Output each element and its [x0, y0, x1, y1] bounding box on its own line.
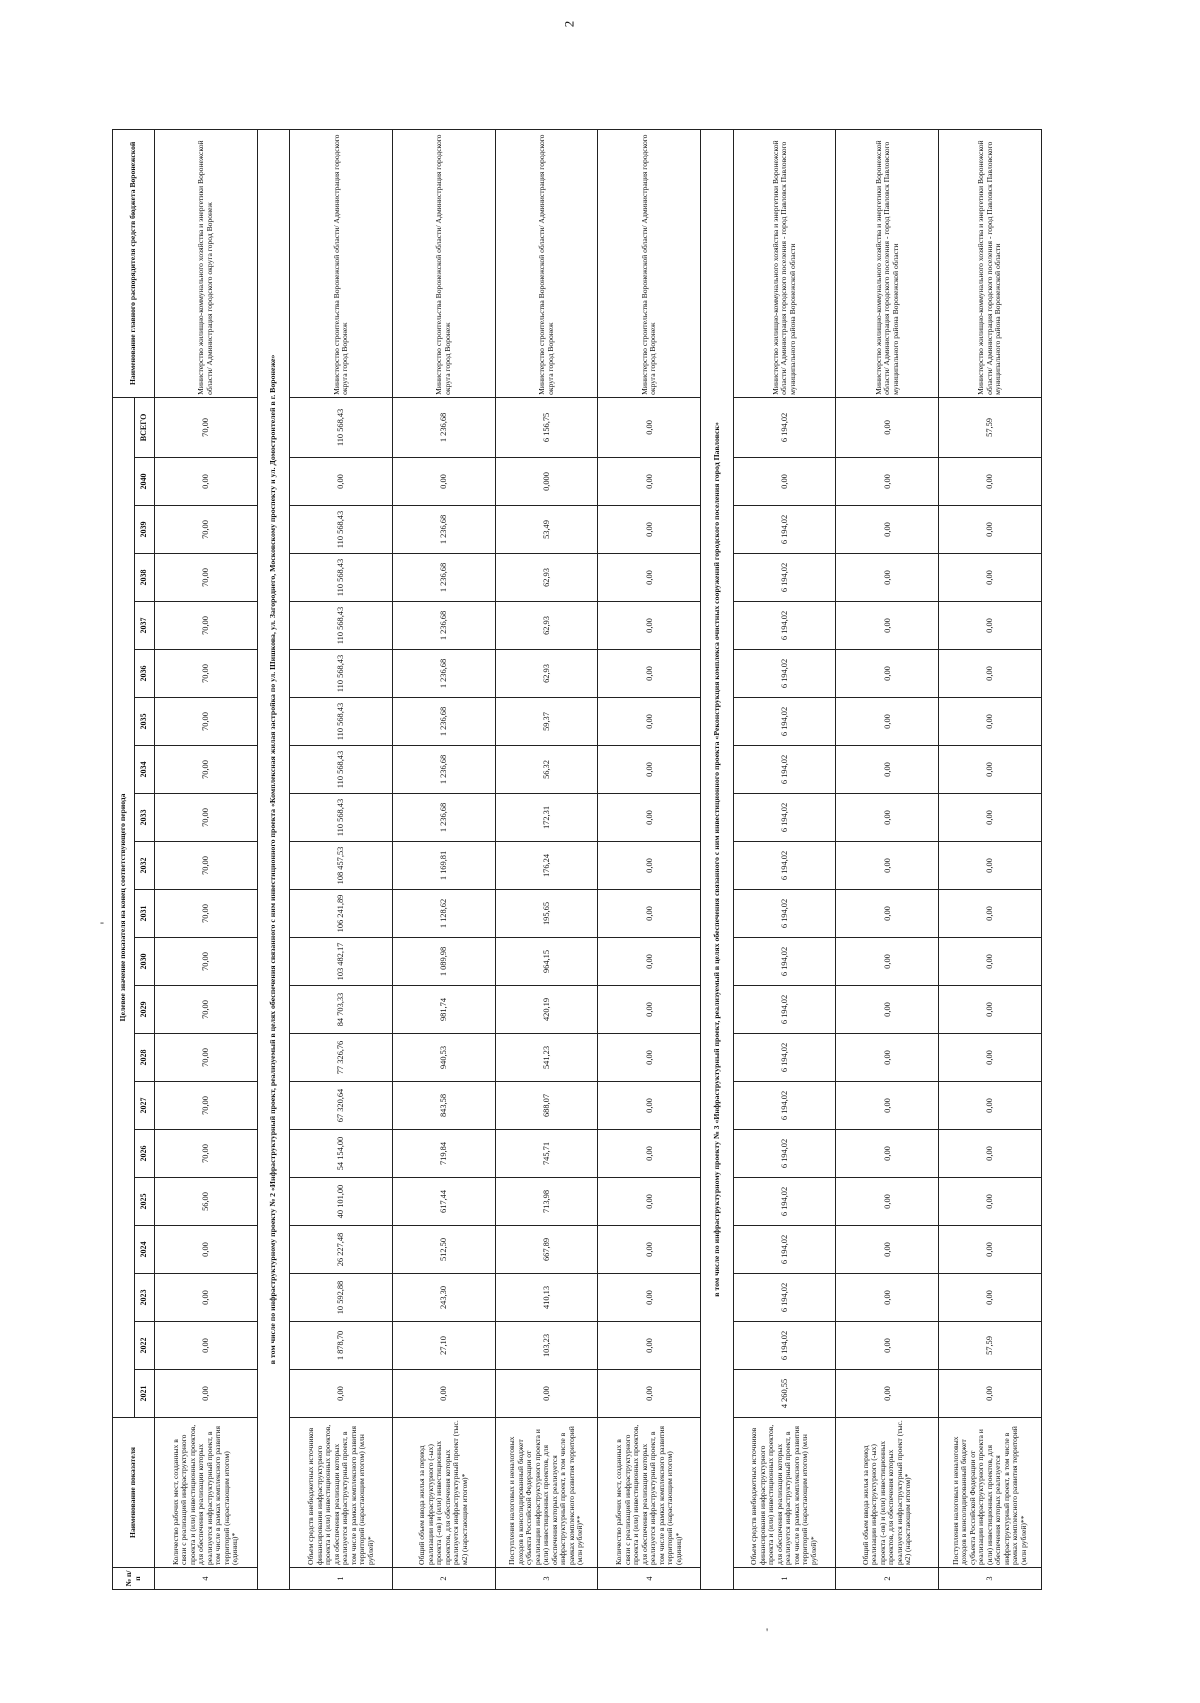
year-value-cell: 0,00: [836, 698, 939, 746]
year-value-cell: 0,00: [836, 458, 939, 506]
year-value-cell: 4 260,55: [733, 1370, 836, 1418]
year-value-cell: 0,00: [598, 986, 701, 1034]
indicator-name: Количество рабочих мест, созданных в связи с реализацией инфраструктурного проекта и (или) инвестиционных проектов, для обеспечения реализации которых реализуется инфраструктурный проект, в том числе в рамках комплексного развития территорий (нарастающим итогом) (единиц)*: [155, 1418, 258, 1568]
table-body: [155, 129, 1042, 1589]
year-value-cell: 6 194,02: [733, 554, 836, 602]
year-value-cell: 110 568,43: [290, 602, 393, 650]
year-value-cell: 53,49: [495, 506, 598, 554]
indicator-name: Общий объем ввода жилья за период реализации инфраструктурного (-ых) проекта (-ов) и (или) инвестиционных проектов, для обеспечения которых реализуется инфраструктурный проект (тыс. м2) (нарастающим итогом)*: [392, 1418, 495, 1568]
year-header: 2028: [135, 1034, 155, 1082]
indicator-name: Количество рабочих мест, созданных в связи с реализацией инфраструктурного проекта и (или) инвестиционных проектов, для обеспечения реализации которых реализуется инфраструктурный проект, в том числе в рамках комплексного развития территорий (нарастающим итогом) (единиц)*: [598, 1418, 701, 1568]
year-header: 2022: [135, 1322, 155, 1370]
year-value-cell: 1 236,68: [392, 794, 495, 842]
table-row: [939, 129, 1042, 1589]
year-value-cell: 62,93: [495, 602, 598, 650]
year-value-cell: 67 320,64: [290, 1082, 393, 1130]
year-value-cell: 981,74: [392, 986, 495, 1034]
year-value-cell: 70,00: [155, 986, 258, 1034]
year-value-cell: 0,00: [836, 890, 939, 938]
total-cell: 110 568,43: [290, 397, 393, 457]
year-value-cell: 103,23: [495, 1322, 598, 1370]
year-value-cell: 1 236,68: [392, 506, 495, 554]
year-value-cell: 106 241,89: [290, 890, 393, 938]
year-value-cell: 0,00: [836, 650, 939, 698]
indicator-name: Общий объем ввода жилья за период реализации инфраструктурного (-ых) проекта (-ов) и (или) инвестиционных проектов, для обеспечения которых реализуется инфраструктурный проект (тыс. м2) (нарастающим итогом)*: [836, 1418, 939, 1568]
year-value-cell: 745,71: [495, 1130, 598, 1178]
year-value-cell: 0,00: [598, 1178, 701, 1226]
row-number: 2: [836, 1568, 939, 1590]
year-value-cell: 0,00: [598, 938, 701, 986]
year-value-cell: 1 236,68: [392, 746, 495, 794]
year-value-cell: 1 169,81: [392, 842, 495, 890]
responsible-cell: Министерство строительства Воронежской области/ Администрация городского округа город Воронеж: [392, 129, 495, 397]
year-value-cell: 1 236,68: [392, 698, 495, 746]
year-value-cell: 6 194,02: [733, 650, 836, 698]
year-value-cell: 0,00: [939, 1034, 1042, 1082]
year-header: 2034: [135, 746, 155, 794]
year-value-cell: 27,10: [392, 1322, 495, 1370]
year-value-cell: 0,00: [939, 1130, 1042, 1178]
row-number: 4: [598, 1568, 701, 1590]
year-value-cell: 0,00: [939, 1370, 1042, 1418]
section-row: [701, 129, 733, 1589]
responsible-cell: Министерство жилищно-коммунального хозяйства и энергетики Воронежской области/ Администрация городского поселения - город Павловск Павловского муниципального района Воронежской области: [733, 129, 836, 397]
year-header: 2033: [135, 794, 155, 842]
year-value-cell: 0,00: [598, 1034, 701, 1082]
year-value-cell: 26 227,48: [290, 1226, 393, 1274]
year-value-cell: 84 703,33: [290, 986, 393, 1034]
year-value-cell: 0,00: [939, 458, 1042, 506]
year-value-cell: 0,000: [495, 458, 598, 506]
year-header: 2040: [135, 458, 155, 506]
row-number: 3: [939, 1568, 1042, 1590]
year-value-cell: 6 194,02: [733, 506, 836, 554]
row-number: 1: [733, 1568, 836, 1590]
indicator-name: Поступления налоговых и неналоговых доходов в консолидированный бюджет субъекта Российской Федерации от реализации инфраструктурного проекта и (или) инвестиционных проектов, для обеспечения которых реализуется инфраструктурный проект, в том числе в рамках комплексного развития территорий (млн рублей)**: [939, 1418, 1042, 1568]
year-value-cell: 6 194,02: [733, 602, 836, 650]
year-value-cell: 57,59: [939, 1322, 1042, 1370]
header-target-values: Целевое значение показателя на конец соответствующего периода: [113, 397, 135, 1417]
year-value-cell: 110 568,43: [290, 554, 393, 602]
year-value-cell: 54 154,00: [290, 1130, 393, 1178]
year-value-cell: 0,00: [836, 1034, 939, 1082]
year-value-cell: 176,24: [495, 842, 598, 890]
year-value-cell: 0,00: [939, 794, 1042, 842]
year-header: 2030: [135, 938, 155, 986]
indicators-table: [112, 129, 1042, 1590]
header-row: [113, 129, 135, 1589]
table-row: [495, 129, 598, 1589]
year-value-cell: 0,00: [598, 1130, 701, 1178]
year-value-cell: 6 194,02: [733, 1226, 836, 1274]
table-row: [290, 129, 393, 1589]
year-value-cell: 70,00: [155, 938, 258, 986]
indicator-name: Объем средств внебюджетных источников финансирования инфраструктурного проекта и (или) инвестиционных проектов, для обеспечения реализации которых реализуется инфраструктурный проект, в том числе в рамках комплексного развития территорий (нарастающим итогом) (млн рублей)*: [290, 1418, 393, 1568]
year-value-cell: 6 194,02: [733, 890, 836, 938]
indicator-name: Поступления налоговых и неналоговых доходов в консолидированный бюджет субъекта Российской Федерации от реализации инфраструктурного проекта и (или) инвестиционных проектов, для обеспечения которых реализуется инфраструктурный проект, в том числе в рамках комплексного развития территорий (млн рублей)**: [495, 1418, 598, 1568]
year-header: 2032: [135, 842, 155, 890]
year-value-cell: 0,00: [598, 746, 701, 794]
year-value-cell: 70,00: [155, 602, 258, 650]
header-indicator: Наименование показателя: [113, 1418, 155, 1568]
total-cell: 6 194,02: [733, 397, 836, 457]
year-value-cell: 77 326,76: [290, 1034, 393, 1082]
year-value-cell: 0,00: [598, 1274, 701, 1322]
table-row: [155, 129, 258, 1589]
year-value-cell: 843,58: [392, 1082, 495, 1130]
year-value-cell: 940,53: [392, 1034, 495, 1082]
year-value-cell: 6 194,02: [733, 1322, 836, 1370]
year-value-cell: 0,00: [836, 938, 939, 986]
year-value-cell: 0,00: [836, 842, 939, 890]
year-value-cell: 62,93: [495, 650, 598, 698]
year-value-cell: 0,00: [939, 746, 1042, 794]
year-value-cell: 0,00: [598, 842, 701, 890]
year-value-cell: 70,00: [155, 554, 258, 602]
year-header: 2035: [135, 698, 155, 746]
year-value-cell: 110 568,43: [290, 698, 393, 746]
total-cell: 0,00: [836, 397, 939, 457]
year-value-cell: 0,00: [939, 602, 1042, 650]
year-value-cell: 10 592,88: [290, 1274, 393, 1322]
year-value-cell: 0,00: [939, 986, 1042, 1034]
year-value-cell: 0,00: [392, 458, 495, 506]
year-value-cell: 103 482,17: [290, 938, 393, 986]
scan-mark: ': [766, 1625, 769, 1639]
year-value-cell: 0,00: [155, 1226, 258, 1274]
year-value-cell: 0,00: [939, 842, 1042, 890]
year-value-cell: 195,65: [495, 890, 598, 938]
year-value-cell: 70,00: [155, 842, 258, 890]
section-title: в том числе по инфраструктурному проекту № 3 «Инфраструктурный проект, реализуемый в целях обеспечения связанного с ним инвестиционного проекта «Реконструкция комплекса очистных сооружений городского поселения город Павловск»: [701, 129, 733, 1589]
year-value-cell: 0,00: [836, 1322, 939, 1370]
row-number: 3: [495, 1568, 598, 1590]
year-value-cell: 6 194,02: [733, 1034, 836, 1082]
year-value-cell: 1 236,68: [392, 650, 495, 698]
year-value-cell: 0,00: [598, 890, 701, 938]
year-value-cell: 667,89: [495, 1226, 598, 1274]
year-value-cell: 6 194,02: [733, 1274, 836, 1322]
year-value-cell: 6 194,02: [733, 842, 836, 890]
year-header: 2031: [135, 890, 155, 938]
year-value-cell: 70,00: [155, 650, 258, 698]
responsible-cell: Министерство строительства Воронежской области/ Администрация городского округа город Воронеж: [290, 129, 393, 397]
year-value-cell: 56,32: [495, 746, 598, 794]
year-header: 2025: [135, 1178, 155, 1226]
year-header: 2037: [135, 602, 155, 650]
year-value-cell: 0,00: [939, 1226, 1042, 1274]
year-value-cell: 688,07: [495, 1082, 598, 1130]
year-value-cell: 0,00: [155, 458, 258, 506]
year-value-cell: 56,00: [155, 1178, 258, 1226]
year-value-cell: 420,19: [495, 986, 598, 1034]
table-row: [598, 129, 701, 1589]
year-value-cell: 0,00: [836, 1130, 939, 1178]
table-row: [836, 129, 939, 1589]
year-value-cell: 0,00: [836, 506, 939, 554]
year-value-cell: 0,00: [939, 650, 1042, 698]
year-value-cell: 0,00: [495, 1370, 598, 1418]
rotated-table-wrapper: [112, 130, 1042, 1590]
year-value-cell: 0,00: [598, 1082, 701, 1130]
year-value-cell: 0,00: [939, 1178, 1042, 1226]
total-cell: 57,59: [939, 397, 1042, 457]
year-value-cell: 0,00: [598, 794, 701, 842]
year-value-cell: 0,00: [939, 890, 1042, 938]
row-number: 1: [290, 1568, 393, 1590]
year-value-cell: 70,00: [155, 1130, 258, 1178]
year-value-cell: 0,00: [598, 506, 701, 554]
total-cell: 6 156,75: [495, 397, 598, 457]
year-value-cell: 70,00: [155, 1082, 258, 1130]
year-value-cell: 0,00: [836, 1226, 939, 1274]
section-row: [257, 129, 289, 1589]
year-value-cell: 1 878,70: [290, 1322, 393, 1370]
year-value-cell: 1 236,68: [392, 602, 495, 650]
year-value-cell: 6 194,02: [733, 938, 836, 986]
year-value-cell: 70,00: [155, 506, 258, 554]
year-value-cell: 0,00: [290, 1370, 393, 1418]
year-value-cell: 62,93: [495, 554, 598, 602]
year-value-cell: 1 236,68: [392, 554, 495, 602]
year-value-cell: 59,37: [495, 698, 598, 746]
year-value-cell: 0,00: [836, 1370, 939, 1418]
year-value-cell: 0,00: [939, 938, 1042, 986]
year-value-cell: 0,00: [836, 986, 939, 1034]
year-value-cell: 0,00: [598, 554, 701, 602]
year-value-cell: 6 194,02: [733, 794, 836, 842]
year-value-cell: 70,00: [155, 794, 258, 842]
year-header: 2039: [135, 506, 155, 554]
year-value-cell: 0,00: [155, 1322, 258, 1370]
year-value-cell: 110 568,43: [290, 794, 393, 842]
year-value-cell: 0,00: [155, 1370, 258, 1418]
row-number: 2: [392, 1568, 495, 1590]
year-value-cell: 0,00: [598, 458, 701, 506]
year-value-cell: 0,00: [598, 650, 701, 698]
year-header: 2024: [135, 1226, 155, 1274]
year-value-cell: 410,13: [495, 1274, 598, 1322]
year-value-cell: 0,00: [392, 1370, 495, 1418]
total-header: ВСЕГО: [135, 397, 155, 457]
section-title: в том числе по инфраструктурному проекту № 2 «Инфраструктурный проект, реализуемый в целях обеспечения связанного с ним инвестиционного проекта «Комплексная жилая застройка по ул. Шишкова, ул. Загороднего, Московскому проспекту и ул. Домостроителей в г. Воронеже»: [257, 129, 289, 1589]
year-value-cell: 0,00: [598, 1226, 701, 1274]
year-value-cell: 0,00: [836, 746, 939, 794]
year-header: 2027: [135, 1082, 155, 1130]
year-value-cell: 243,30: [392, 1274, 495, 1322]
total-cell: 70,00: [155, 397, 258, 457]
row-number: 4: [155, 1568, 258, 1590]
year-value-cell: 108 457,53: [290, 842, 393, 890]
year-header: 2026: [135, 1130, 155, 1178]
year-value-cell: 110 568,43: [290, 650, 393, 698]
year-value-cell: 512,50: [392, 1226, 495, 1274]
year-value-cell: 6 194,02: [733, 986, 836, 1034]
responsible-cell: Министерство строительства Воронежской области/ Администрация городского округа город Воронеж: [598, 129, 701, 397]
year-value-cell: 0,00: [939, 698, 1042, 746]
year-value-cell: 70,00: [155, 1034, 258, 1082]
year-value-cell: 1 128,62: [392, 890, 495, 938]
year-value-cell: 541,23: [495, 1034, 598, 1082]
year-header: 2029: [135, 986, 155, 1034]
year-value-cell: 0,00: [598, 1370, 701, 1418]
year-value-cell: 6 194,02: [733, 1082, 836, 1130]
page-number: 2: [561, 20, 577, 28]
year-header: 2036: [135, 650, 155, 698]
year-value-cell: 70,00: [155, 698, 258, 746]
year-value-cell: 70,00: [155, 890, 258, 938]
year-value-cell: 0,00: [836, 1178, 939, 1226]
year-value-cell: 6 194,02: [733, 746, 836, 794]
year-value-cell: 172,31: [495, 794, 598, 842]
year-value-cell: 6 194,02: [733, 698, 836, 746]
responsible-cell: Министерство жилищно-коммунального хозяйства и энергетики Воронежской области/ Администрация городского поселения - город Павловск Павловского муниципального района Воронежской области: [836, 129, 939, 397]
year-header: 2021: [135, 1370, 155, 1418]
year-value-cell: 0,00: [836, 1082, 939, 1130]
year-value-cell: 0,00: [939, 506, 1042, 554]
year-value-cell: 70,00: [155, 746, 258, 794]
year-value-cell: 0,00: [939, 1274, 1042, 1322]
year-value-cell: 0,00: [598, 602, 701, 650]
year-value-cell: 713,98: [495, 1178, 598, 1226]
responsible-cell: Министерство строительства Воронежской области/ Администрация городского округа город Воронеж: [495, 129, 598, 397]
year-value-cell: 0,00: [836, 1274, 939, 1322]
year-value-cell: 0,00: [598, 698, 701, 746]
year-value-cell: 0,00: [598, 1322, 701, 1370]
total-cell: 0,00: [598, 397, 701, 457]
responsible-cell: Министерство жилищно-коммунального хозяйства и энергетики Воронежской области/ Администрация городского поселения - город Павловск Павловского муниципального района Воронежской области: [939, 129, 1042, 397]
scan-mark: -: [100, 915, 104, 929]
year-header: 2023: [135, 1274, 155, 1322]
year-value-cell: 110 568,43: [290, 506, 393, 554]
year-value-cell: 0,00: [836, 794, 939, 842]
year-value-cell: 6 194,02: [733, 1130, 836, 1178]
table-row: [392, 129, 495, 1589]
year-value-cell: 0,00: [733, 458, 836, 506]
year-value-cell: 0,00: [155, 1274, 258, 1322]
year-value-cell: 0,00: [939, 1082, 1042, 1130]
year-value-cell: 964,15: [495, 938, 598, 986]
year-value-cell: 0,00: [836, 602, 939, 650]
year-value-cell: 0,00: [836, 554, 939, 602]
responsible-cell: Министерство жилищно-коммунального хозяйства и энергетики Воронежской области/ Администрация городского округа город Воронеж: [155, 129, 258, 397]
year-value-cell: 110 568,43: [290, 746, 393, 794]
year-value-cell: 1 089,98: [392, 938, 495, 986]
year-value-cell: 40 101,00: [290, 1178, 393, 1226]
table-row: [733, 129, 836, 1589]
year-value-cell: 719,84: [392, 1130, 495, 1178]
header-responsible: Наименование главного распорядителя средств бюджета Воронежской: [113, 129, 155, 397]
year-value-cell: 0,00: [290, 458, 393, 506]
year-value-cell: 617,44: [392, 1178, 495, 1226]
total-cell: 1 236,68: [392, 397, 495, 457]
year-value-cell: 0,00: [939, 554, 1042, 602]
header-no: № п/п: [113, 1568, 155, 1590]
year-value-cell: 6 194,02: [733, 1178, 836, 1226]
indicator-name: Объем средств внебюджетных источников финансирования инфраструктурного проекта и (или) инвестиционных проектов, для обеспечения реализации которых реализуется инфраструктурный проект, в том числе в рамках комплексного развития территорий (нарастающим итогом) (млн рублей)*: [733, 1418, 836, 1568]
year-header: 2038: [135, 554, 155, 602]
